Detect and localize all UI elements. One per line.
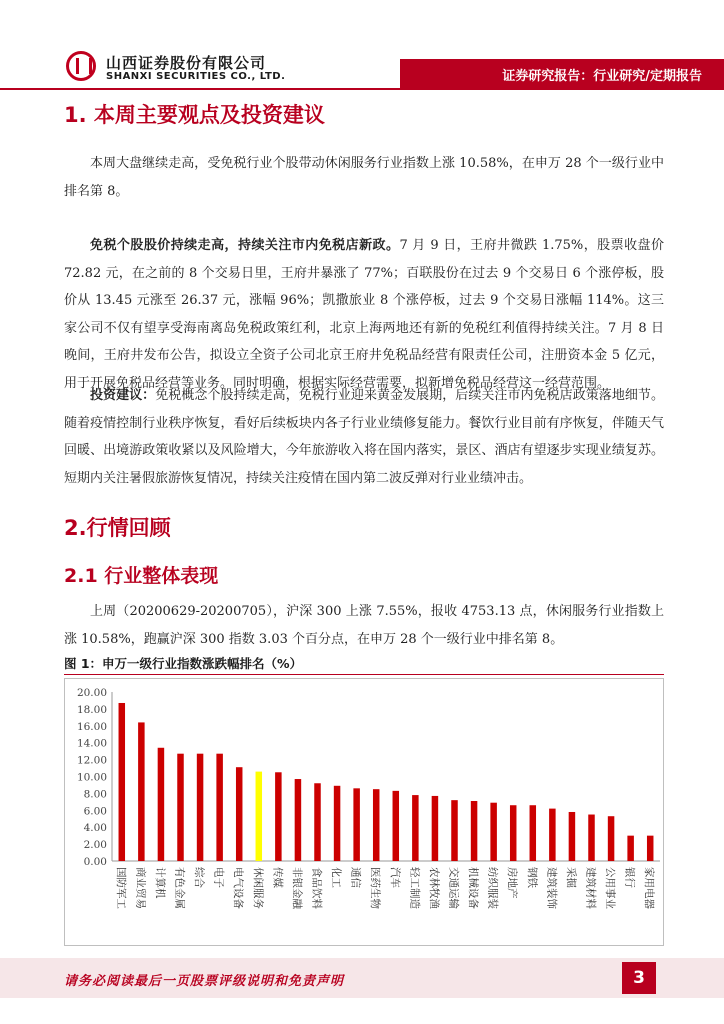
page-number: 3 [622, 962, 656, 994]
bar-休闲服务 [256, 772, 262, 861]
section1-paragraph-1: 本周大盘继续走高，受免税行业个股带动休闲服务行业指数上涨 10.58%，在申万 28 个一级行业中排名第 8。 [64, 156, 664, 199]
page-footer [0, 958, 724, 998]
x-tick-label: 商业贸易 [134, 867, 147, 909]
y-tick-label: 18.00 [76, 703, 107, 716]
x-tick-label: 农林牧渔 [427, 867, 440, 909]
x-tick-label: 钢铁 [525, 867, 538, 888]
x-tick-label: 非银金融 [290, 867, 303, 909]
y-tick-label: 8.00 [83, 788, 107, 801]
report-type: 证券研究报告：行业研究/定期报告 [502, 69, 702, 84]
section1-paragraph-2 [64, 232, 664, 397]
y-tick-label: 6.00 [83, 805, 107, 818]
y-tick-label: 10.00 [76, 771, 107, 784]
paragraph-3-body: 免税概念个股持续走高，免税行业迎来黄金发展期，后续关注市内免税店政策落地细节。随着疫情控制行业秩序恢复，看好后续板块内各子行业业绩修复能力。餐饮行业目前有序恢复，伴随天气回暖、出境游政策收紧以及风险增大，今年旅游收入将在国内落实，景区、酒店有望逐步实现业绩复苏。短期内关注暑假旅游恢复情况，持续关注疫情在国内第二波反弹对行业业绩冲击。 [64, 388, 664, 486]
page-header [0, 0, 724, 92]
x-tick-label: 采掘 [564, 867, 577, 888]
x-tick-label: 有色金属 [173, 867, 186, 909]
section1-paragraph-3 [64, 382, 664, 492]
y-tick-label: 14.00 [76, 737, 107, 750]
bar-建筑装饰 [549, 809, 556, 861]
bar-传媒 [275, 772, 282, 861]
x-tick-label: 家用电器 [643, 867, 656, 909]
x-tick-label: 食品饮料 [310, 867, 323, 909]
footer-disclaimer: 请务必阅读最后一页股票评级说明和免责声明 [64, 974, 345, 989]
bar-通信 [353, 788, 360, 861]
x-tick-label: 计算机 [153, 867, 166, 899]
bar-国防军工 [119, 703, 126, 861]
company-logo-icon [66, 51, 96, 81]
y-tick-label: 4.00 [83, 822, 107, 835]
bar-计算机 [158, 748, 165, 861]
bar-钢铁 [530, 805, 537, 861]
y-tick-label: 20.00 [76, 687, 107, 699]
bar-机械设备 [471, 801, 478, 861]
section2-1-title: 2.1 行业整体表现 [64, 565, 219, 587]
paragraph-2-lead: 免税个股股价持续走高，持续关注市内免税店新政。 [90, 238, 400, 253]
paragraph-2-body: 7 月 9 日，王府井微跌 1.75%，股票收盘价 72.82 元，在之前的 8 个交易日里，王府井暴涨了 77%；百联股份在过去 9 个交易日 6 个涨停板，股价从 13.45 元涨至 26.37 元，涨幅 96%；凯撒旅业 8 个涨停板，过去 9 个交易日涨幅 114%。这三家公司不仅有望享受海南离岛免税政策红利，北京上海两地还有新的免税红利值得持续关注。7 月 8 日晚间，王府井发布公告，拟设立全资子公司北京王府井免税品经营有限责任公司，注册资本金 5 亿元，用于开展免税品经营等业务。同时明确，根据实际经营需要，拟新增免税品经营这一经营范围。 [64, 238, 664, 391]
bar-医药生物 [373, 789, 380, 861]
x-tick-label: 房地产 [506, 867, 519, 899]
x-tick-label: 公用事业 [604, 867, 617, 909]
bar-家用电器 [647, 836, 654, 861]
bar-银行 [627, 836, 634, 861]
x-tick-label: 通信 [349, 867, 362, 888]
report-type-band [400, 59, 724, 89]
bar-汽车 [393, 791, 400, 861]
company-name-cn: 山西证券股份有限公司 [106, 54, 267, 72]
y-tick-label: 12.00 [76, 754, 107, 767]
x-tick-label: 建筑装饰 [545, 867, 558, 909]
y-tick-label: 0.00 [83, 856, 107, 868]
x-tick-label: 纺织服装 [486, 867, 499, 909]
section1-title: 1. 本周主要观点及投资建议 [64, 103, 325, 127]
x-tick-label: 传媒 [271, 867, 284, 888]
bar-公用事业 [608, 816, 615, 861]
bar-交通运输 [451, 800, 458, 861]
bar-有色金属 [177, 754, 184, 861]
company-name-en: SHANXI SECURITIES CO., LTD. [106, 71, 286, 82]
header-divider [0, 88, 724, 90]
bar-电气设备 [236, 767, 243, 861]
x-tick-label: 机械设备 [467, 867, 480, 909]
bar-采掘 [569, 812, 576, 861]
bar-房地产 [510, 805, 517, 861]
x-tick-label: 休闲服务 [251, 867, 264, 909]
x-tick-label: 综合 [193, 867, 206, 888]
x-tick-label: 化工 [330, 867, 343, 888]
x-tick-label: 轻工制造 [408, 867, 421, 909]
section2-title: 2.行情回顾 [64, 516, 171, 540]
paragraph-3-lead: 投资建议： [90, 388, 156, 403]
section2-paragraph-1: 上周（20200629-20200705），沪深 300 上涨 7.55%，报收 4753.13 点，休闲服务行业指数上涨 10.58%，跑赢沪深 300 指数 3.03 个百分点，在申万 28 个一级行业中排名第 8。 [64, 604, 664, 647]
industry-return-bar-chart [64, 678, 664, 946]
x-tick-label: 电气设备 [232, 867, 245, 909]
x-tick-label: 交通运输 [447, 867, 460, 909]
bar-化工 [334, 786, 341, 861]
x-tick-label: 电子 [212, 867, 225, 888]
bar-纺织服装 [490, 803, 497, 861]
bar-建筑材料 [588, 815, 595, 861]
bar-商业贸易 [138, 722, 145, 861]
y-tick-label: 2.00 [83, 839, 107, 852]
figure-title: 图 1：申万一级行业指数涨跌幅排名（%） [64, 656, 303, 671]
x-tick-label: 汽车 [388, 867, 401, 888]
y-tick-label: 16.00 [76, 720, 107, 733]
bar-非银金融 [295, 779, 302, 861]
x-tick-label: 银行 [623, 867, 636, 888]
figure-title-rule [64, 674, 664, 675]
bar-综合 [197, 754, 204, 861]
bar-农林牧渔 [432, 796, 439, 861]
bar-食品饮料 [314, 783, 321, 861]
bar-轻工制造 [412, 795, 419, 861]
x-tick-label: 医药生物 [369, 867, 382, 909]
bar-电子 [216, 754, 223, 861]
x-tick-label: 国防军工 [114, 867, 127, 909]
x-tick-label: 建筑材料 [584, 867, 597, 909]
